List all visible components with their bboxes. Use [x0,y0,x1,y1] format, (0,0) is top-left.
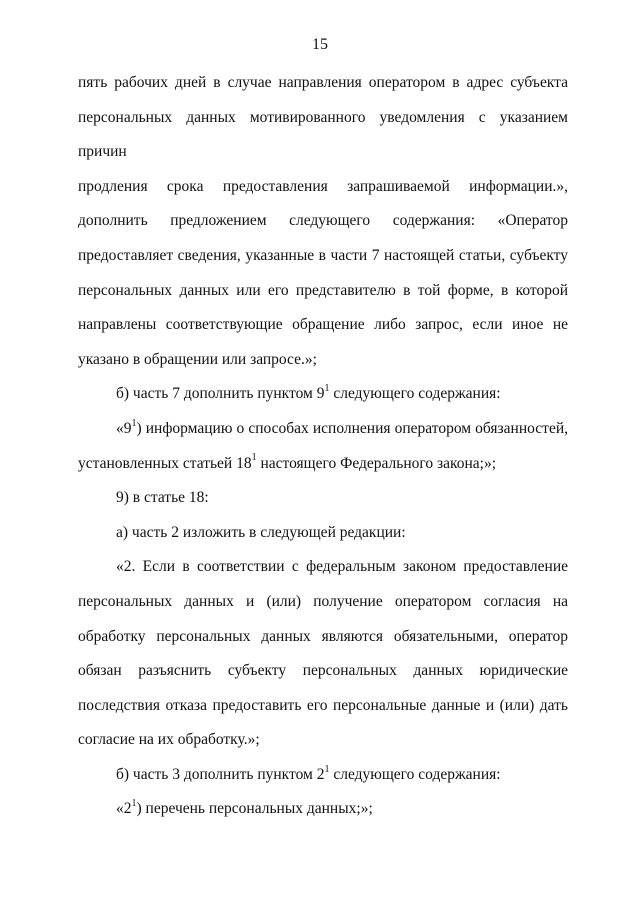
text-line: персональных данных или его представителю в той форме, в которой [78,281,568,299]
text-line: направлены соответствующие обращение либо запрос, если иное не [78,316,568,334]
superscript: 1 [131,798,137,810]
text-line: продления срока предоставления запрашиваемой информации.», [78,177,568,195]
text-line: обязан разъяснить субъекту персональных данных юридические [78,662,568,680]
text-line: персональных данных и (или) получение оператором согласия на [78,592,568,610]
text-span: настоящего Федерального закона;»; [256,454,497,472]
text-span: «9 [116,419,132,437]
text-line: персональных данных мотивированного уведомления с указанием причин [78,108,568,161]
text-span: установленных статьей 18 [78,454,252,472]
superscript: 1 [251,452,257,464]
page-number: 15 [312,36,328,53]
quoted-point [78,792,568,827]
superscript: 1 [131,417,137,429]
text-span: б) часть 3 дополнить пунктом 2 [116,765,325,783]
amendment-item-b [78,758,568,793]
superscript: 1 [324,763,330,775]
text-line: предоставляет сведения, указанные в части 7 настоящей статьи, субъекту [78,246,568,264]
text-span: следующего содержания: [329,385,501,403]
text-line: указано в обращении или запросе.»; [78,350,317,368]
text-span: «2 [116,800,132,818]
text-line: «2. Если в соответствии с федеральным законом предоставление [116,558,568,576]
text-line [78,447,568,482]
amendment-item-a: а) часть 2 изложить в следующей редакции: [116,523,406,541]
article-item: 9) в статье 18: [116,489,209,507]
superscript: 1 [324,383,330,395]
text-span: б) часть 7 дополнить пунктом 9 [116,385,325,403]
quoted-point [78,412,568,447]
text-span: ) информацию о способах исполнения оператором обязанностей, [136,419,568,437]
text-line: дополнить предложением следующего содержания: «Оператор [78,212,568,230]
text-line: согласие на их обработку.»; [78,731,260,749]
text-span: ) перечень персональных данных;»; [136,800,373,818]
text-line: последствия отказа предоставить его персональные данные и (или) дать [78,696,568,714]
amendment-item-b [78,377,568,412]
document-body [78,66,568,827]
text-line: пять рабочих дней в случае направления оператором в адрес субъекта [78,74,568,91]
text-span: следующего содержания: [329,765,501,783]
text-line: обработку персональных данных являются обязательными, оператор [78,627,568,645]
